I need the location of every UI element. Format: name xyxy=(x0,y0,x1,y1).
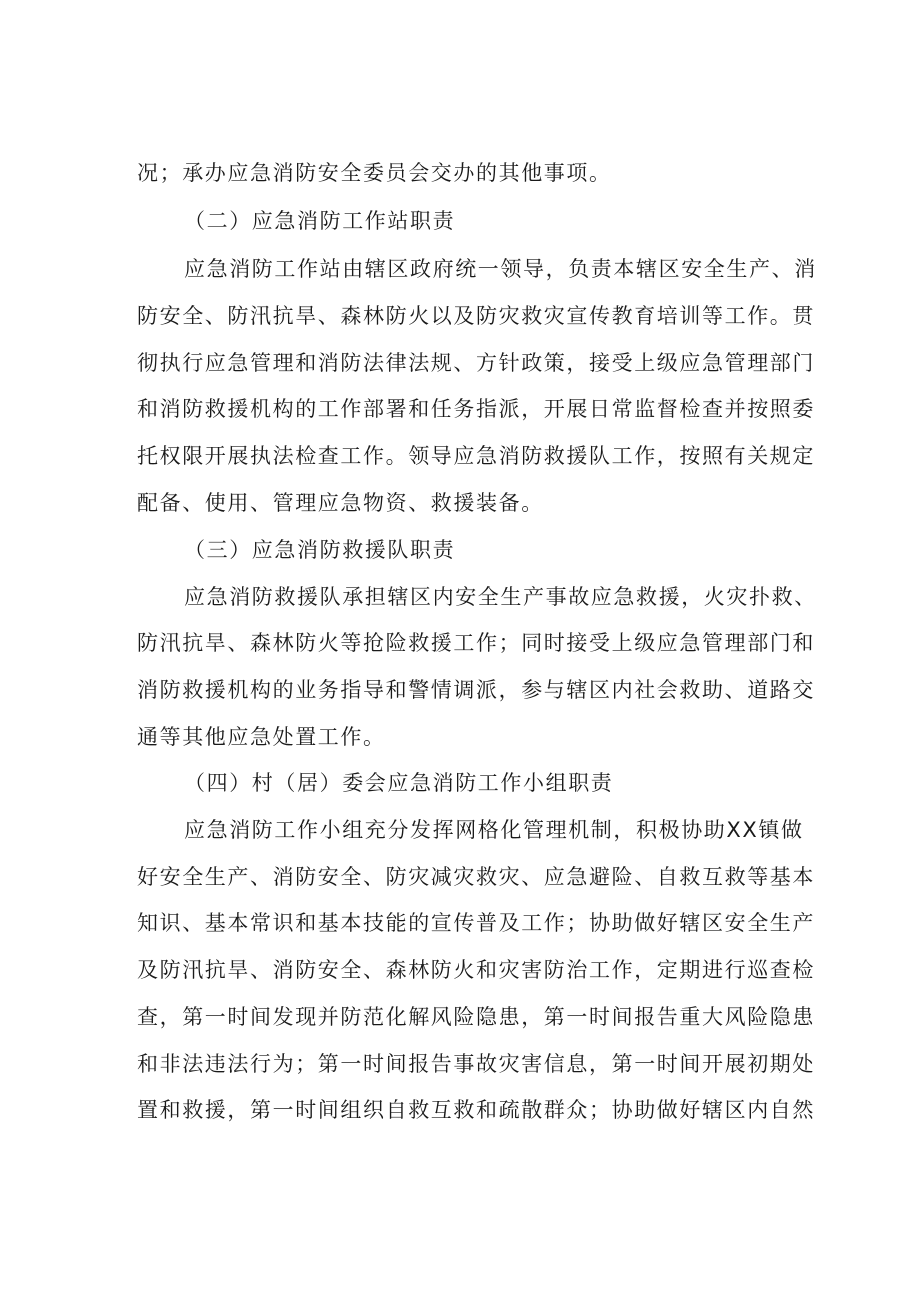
paragraph-line: 置和救援，第一时间组织自救互救和疏散群众；协助做好辖区内自然 xyxy=(137,1098,815,1122)
paragraph-line: 好安全生产、消防安全、防灾减灾救灾、应急避险、自救互救等基本 xyxy=(137,865,815,889)
paragraph-line: 和非法违法行为；第一时间报告事故灾害信息，第一时间开展初期处 xyxy=(137,1052,815,1076)
paragraph-line: 防汛抗旱、森林防火等抢险救援工作；同时接受上级应急管理部门和 xyxy=(137,631,815,655)
paragraph-line: 应急消防工作小组充分发挥网格化管理机制，积极协助XX镇做 xyxy=(184,818,804,842)
paragraph-line: 和消防救援机构的工作部署和任务指派，开展日常监督检查并按照委 xyxy=(137,397,815,421)
paragraph-line: 应急消防工作站由辖区政府统一领导，负责本辖区安全生产、消 xyxy=(184,257,817,281)
paragraph-line: 彻执行应急管理和消防法律法规、方针政策，接受上级应急管理部门 xyxy=(137,351,815,375)
paragraph-line: 防安全、防汛抗旱、森林防火以及防灾救灾宣传教育培训等工作。贯 xyxy=(137,304,815,328)
paragraph-line: 知识、基本常识和基本技能的宣传普及工作；协助做好辖区安全生产 xyxy=(137,911,815,935)
paragraph-line: 应急消防救援队承担辖区内安全生产事故应急救援，火灾扑救、 xyxy=(184,585,817,609)
section-heading-4: （四）村（居）委会应急消防工作小组职责 xyxy=(184,771,614,795)
section-heading-3: （三）应急消防救援队职责 xyxy=(184,538,456,562)
paragraph-line: 及防汛抗旱、消防安全、森林防火和灾害防治工作，定期进行巡查检 xyxy=(137,958,815,982)
paragraph-line: 消防救援机构的业务指导和警情调派，参与辖区内社会救助、道路交 xyxy=(137,678,815,702)
paragraph-line: 托权限开展执法检查工作。领导应急消防救援队工作，按照有关规定 xyxy=(137,444,815,468)
paragraph-line: 查，第一时间发现并防范化解风险隐患，第一时间报告重大风险隐患 xyxy=(137,1005,815,1029)
paragraph-line: 通等其他应急处置工作。 xyxy=(137,725,386,749)
paragraph-line: 况；承办应急消防安全委员会交办的其他事项。 xyxy=(137,161,612,185)
paragraph-line: 配备、使用、管理应急物资、救援装备。 xyxy=(137,491,544,515)
section-heading-2: （二）应急消防工作站职责 xyxy=(184,209,456,233)
